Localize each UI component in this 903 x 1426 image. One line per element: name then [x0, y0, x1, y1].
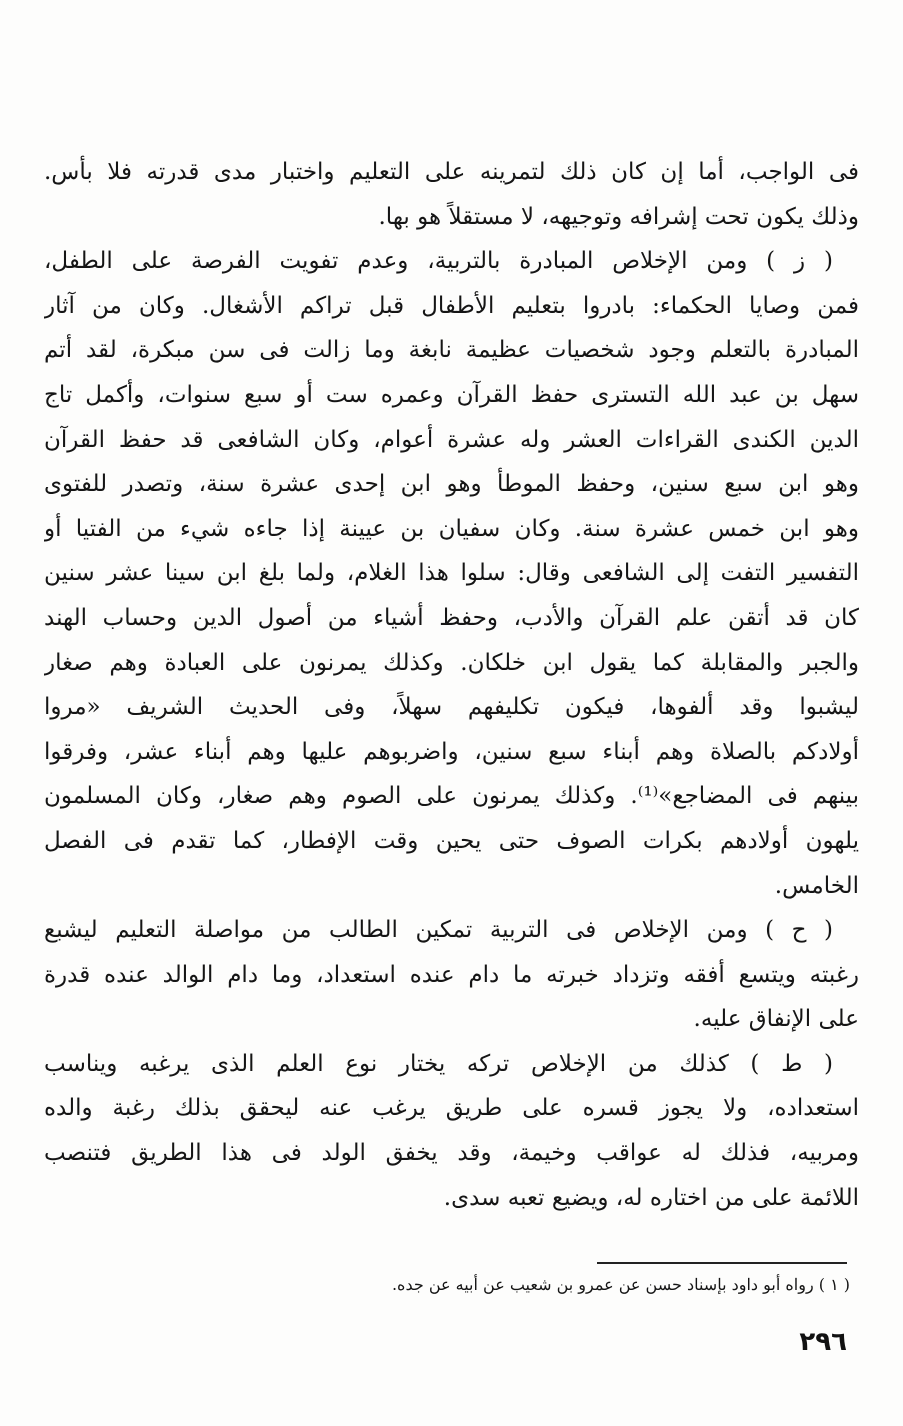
- text-line: التفسير التفت إلى الشافعى وقال: سلوا هذا الغلام، ولما بلغ ابن سينا عشر سنين: [44, 560, 859, 587]
- text-line: والجبر والمقابلة كما يقول ابن خلكان. وكذلك يمرنون على العبادة وهم صغار: [44, 649, 859, 676]
- text-line: فمن وصايا الحكماء: بادروا بتعليم الأطفال قبل تراكم الأشغال. وكان من آثار: [44, 292, 859, 319]
- text-line: وهو ابن خمس عشرة سنة. وكان سفيان بن عيينة إذا جاءه شيء من الفتيا أو: [44, 515, 859, 542]
- page-number: ٢٩٦: [799, 1327, 847, 1357]
- text-line: يلهون أولادهم بكرات الصوف حتى يحين وقت الإفطار، كما تقدم فى الفصل: [44, 827, 859, 854]
- paragraph-4: [44, 1042, 859, 1220]
- text-line: ومربيه، فذلك له عواقب وخيمة، وقد يخفق الولد فى هذا الطريق فتنصب: [44, 1140, 859, 1167]
- paragraph-1: [44, 150, 859, 239]
- text-line: وهو ابن سبع سنين، وحفظ الموطأ وهو ابن إحدى عشرة سنة، وتصدر للفتوى: [44, 471, 859, 498]
- text-line: رغبته ويتسع أفقه وتزداد خبرته ما دام عنده استعداد، وما دام الوالد عنده قدرة: [44, 961, 859, 988]
- text-line: على الإنفاق عليه.: [693, 1006, 859, 1033]
- text-line: ليشبوا وقد ألفوها، فيكون تكليفهم سهلاً، وفى الحديث الشريف «مروا: [44, 694, 859, 721]
- text-line: ( ز ) ومن الإخلاص المبادرة بالتربية، وعدم تفويت الفرصة على الطفل،: [44, 248, 833, 275]
- text-line: اللائمة على من اختاره له، ويضيع تعبه سدى.: [443, 1184, 859, 1211]
- text-line: أولادكم بالصلاة وهم أبناء سبع سنين، واضربوهم عليها وهم أبناء عشر، وفرقوا: [44, 738, 859, 765]
- text-line: المبادرة بالتعلم وجود شخصيات عظيمة نابغة وما زالت فى سن مبكرة، لقد أتم: [44, 337, 859, 364]
- text-line: ( ط ) كذلك من الإخلاص تركه يختار نوع العلم الذى يرغبه ويناسب: [44, 1050, 833, 1077]
- text-line: الدين الكندى القراءات العشر وله عشرة أعوام، وكان الشافعى قد حفظ القرآن: [44, 426, 859, 453]
- paragraph-3: [44, 908, 859, 1042]
- text-line: وذلك يكون تحت إشرافه وتوجيهه، لا مستقلاً هو بها.: [378, 203, 859, 230]
- text-line: فى الواجب، أما إن كان ذلك لتمرينه على التعليم واختبار مدى قدرته فلا بأس.: [44, 159, 859, 185]
- text-line: استعداده، ولا يجوز قسره على طريق يرغب عنه ليحقق بذلك رغبة والده: [44, 1095, 859, 1122]
- body-text: [44, 150, 859, 1220]
- paragraph-2: [44, 239, 859, 908]
- text-line: كان قد أتقن علم القرآن والأدب، وحفظ أشياء من أصول الدين وحساب الهند: [44, 604, 859, 631]
- footnote: ( ١ ) رواه أبو داود بإسناد حسن عن عمرو بن شعيب عن أبيه عن جده.: [391, 1275, 850, 1294]
- text-line: الخامس.: [774, 872, 859, 899]
- footnote-divider: [597, 1262, 847, 1264]
- text-line: ( ح ) ومن الإخلاص فى التربية تمكين الطالب من مواصلة التعليم ليشبع: [44, 917, 833, 944]
- text-line: بينهم فى المضاجع»⁽¹⁾. وكذلك يمرنون على الصوم وهم صغار، وكان المسلمون: [44, 783, 859, 810]
- text-line: سهل بن عبد الله التسترى حفظ القرآن وعمره ست أو سبع سنوات، وأكمل تاج: [44, 381, 859, 408]
